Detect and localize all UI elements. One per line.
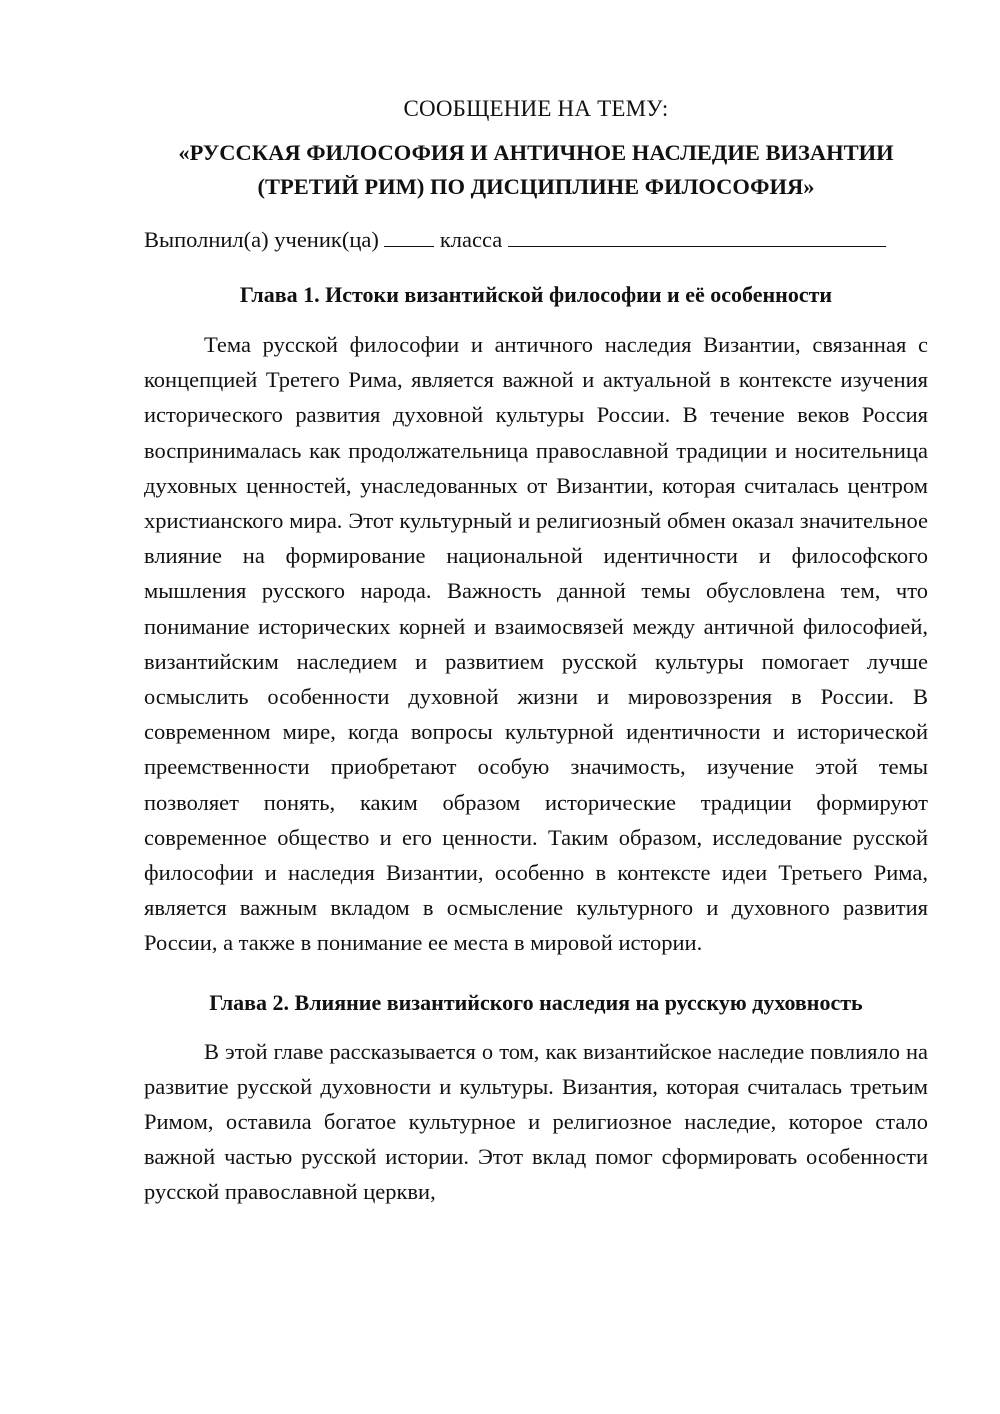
document-page <box>144 92 928 1210</box>
document-title: «РУССКАЯ ФИЛОСОФИЯ И АНТИЧНОЕ НАСЛЕДИЕ ВИЗАНТИИ (ТРЕТИЙ РИМ) ПО ДИСЦИПЛИНЕ ФИЛОСОФИЯ» <box>178 140 894 199</box>
class-blank-field[interactable] <box>384 224 434 247</box>
class-label: класса <box>439 227 503 252</box>
author-line <box>144 223 928 257</box>
author-prefix: Выполнил(а) ученик(ца) <box>144 227 379 252</box>
chapter-1-heading: Глава 1. Истоки византийской философии и её особенности <box>239 282 833 307</box>
chapter-2-heading: Глава 2. Влияние византийского наследия на русскую духовность <box>209 989 863 1015</box>
document-type-line: СООБЩЕНИЕ НА ТЕМУ: <box>403 96 669 121</box>
chapter-2-paragraph: В этой главе рассказывается о том, как византийское наследие повлияло на развитие русской духовности и культуры. Византия, которая считалась третьим Римом, оставила богатое культурное и религиозное наследие, которое стало важной частью русской истории. Этот вклад помог сформировать особенности русской православной церкви, <box>144 1038 928 1205</box>
name-blank-field[interactable] <box>508 224 886 247</box>
chapter-1-paragraph: Тема русской философии и античного наследия Византии, связанная с концепцией Третего Рима, является важной и актуальной в контексте изучения исторического развития духовной культуры России. В течение веков Россия воспринималась как продолжательница православной традиции и носительница духовных ценностей, унаследованных от Византии, которая считалась центром христианского мира. Этот культурный и религиозный обмен оказал значительное влияние на формирование национальной идентичности и философского мышления русского народа. Важность данной темы обусловлена тем, что понимание исторических корней и взаимосвязей между античной философией, византийским наследием и развитием русской культуры помогает лучше осмыслить особенности духовной жизни и мировоззрения в России. В современном мире, когда вопросы культурной идентичности и исторической преемственности приобретают особую значимость, изучение этой темы позволяет понять, каким образом исторические традиции формируют современное общество и его ценности. Таким образом, исследование русской философии и наследия Византии, особенно в контексте идеи Третьего Рима, является важным вкладом в осмысление культурного и духовного развития России, а также в понимание ее места в мировой истории. <box>144 332 928 956</box>
